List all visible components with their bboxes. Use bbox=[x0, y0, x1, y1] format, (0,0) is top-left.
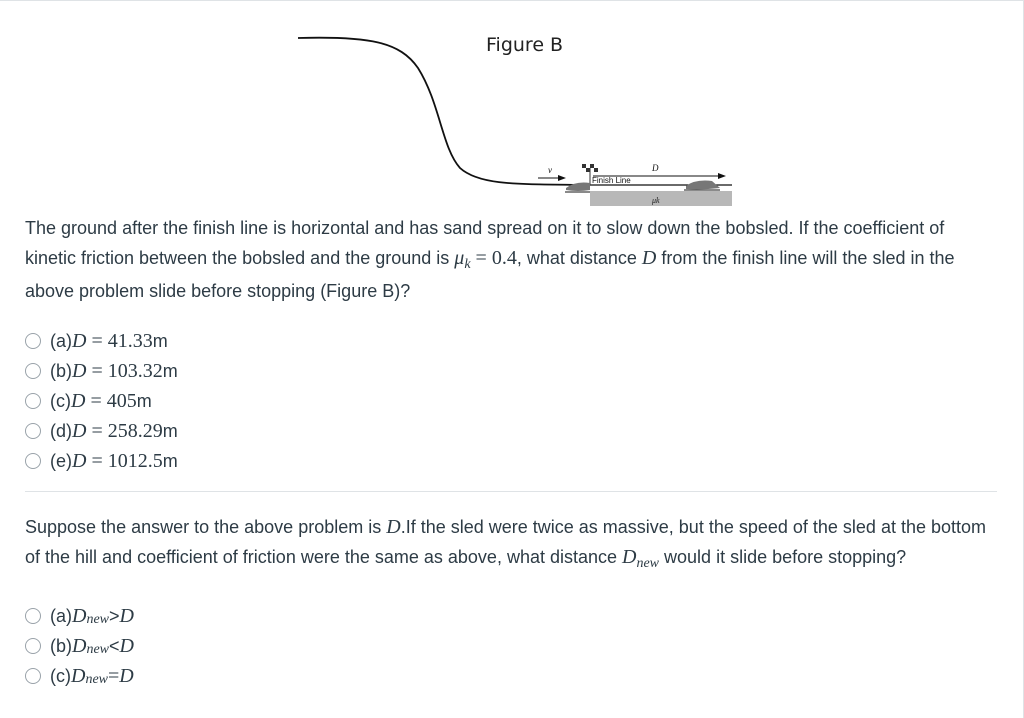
mu-k-label: μk bbox=[652, 196, 660, 205]
option-value: = 1012.5 bbox=[86, 449, 163, 472]
v-label: v bbox=[548, 165, 552, 175]
question1-text-part1: The ground after the finish line is horizontal and has sand spread on it to slow down the bobsled. If the coefficient of kinetic friction between the bobsled and the ground is bbox=[25, 218, 945, 268]
option-operator: = bbox=[108, 664, 120, 687]
option-label: (d) bbox=[50, 420, 72, 441]
figure-title: Figure B bbox=[486, 34, 564, 56]
option-rhs: D bbox=[119, 664, 134, 687]
question1-text bbox=[25, 213, 1000, 306]
option-subscript: new bbox=[86, 642, 110, 657]
radio-button[interactable] bbox=[25, 638, 41, 654]
question2-option-c[interactable] bbox=[25, 661, 134, 691]
question-divider bbox=[25, 491, 997, 492]
option-label: (a) bbox=[50, 605, 72, 626]
option-label: (b) bbox=[50, 360, 72, 381]
option-var: D bbox=[72, 634, 87, 657]
option-unit: m bbox=[162, 360, 178, 381]
option-value: = 258.29 bbox=[86, 419, 163, 442]
var-d: D bbox=[386, 516, 401, 538]
option-value: = 41.33 bbox=[86, 329, 153, 352]
option-unit: m bbox=[162, 420, 178, 441]
option-value: = 103.32 bbox=[86, 359, 163, 382]
question1-option-d[interactable] bbox=[25, 416, 178, 446]
radio-button[interactable] bbox=[25, 363, 41, 379]
option-var: D bbox=[71, 664, 86, 687]
radio-button[interactable] bbox=[25, 608, 41, 624]
question2-text-part3: would it slide before stopping? bbox=[659, 547, 907, 567]
question1-text-part2: , what distance bbox=[516, 248, 642, 268]
radio-button[interactable] bbox=[25, 423, 41, 439]
question2-option-a[interactable] bbox=[25, 601, 134, 631]
option-label: (b) bbox=[50, 635, 72, 656]
radio-button[interactable] bbox=[25, 393, 41, 409]
d-label: D bbox=[652, 163, 659, 173]
question2-option-b[interactable] bbox=[25, 631, 134, 661]
question1-option-e[interactable] bbox=[25, 446, 178, 476]
option-var: D bbox=[72, 419, 87, 442]
hill-diagram bbox=[290, 28, 740, 213]
option-label: (a) bbox=[50, 330, 72, 351]
mu-subscript: k bbox=[464, 257, 471, 272]
question1-option-c[interactable] bbox=[25, 386, 178, 416]
var-dnew-subscript: new bbox=[636, 556, 660, 571]
option-subscript: new bbox=[85, 672, 109, 687]
figure-b bbox=[290, 28, 740, 213]
option-unit: m bbox=[152, 330, 168, 351]
option-rhs: D bbox=[119, 634, 134, 657]
bobsled-icon-end bbox=[684, 181, 720, 190]
var-dnew: D bbox=[622, 546, 637, 568]
question2-options bbox=[25, 601, 134, 691]
question1-option-a[interactable] bbox=[25, 326, 178, 356]
radio-button[interactable] bbox=[25, 453, 41, 469]
option-unit: m bbox=[136, 390, 152, 411]
question2-text bbox=[25, 512, 1000, 575]
question2-text-part1: Suppose the answer to the above problem is bbox=[25, 517, 387, 537]
option-var: D bbox=[72, 359, 87, 382]
option-rhs: D bbox=[119, 604, 134, 627]
question1-text-part3: from the finish line will the sled in the above problem slide before stopping (Figure B)? bbox=[25, 248, 955, 301]
option-label: (c) bbox=[50, 390, 71, 411]
option-var: D bbox=[71, 389, 86, 412]
option-var: D bbox=[72, 329, 87, 352]
hill-curve bbox=[298, 38, 590, 185]
option-operator: > bbox=[109, 605, 120, 626]
top-border bbox=[0, 0, 1024, 1]
option-subscript: new bbox=[86, 612, 110, 627]
var-d: D bbox=[641, 247, 657, 269]
finish-line-label: Finish Line bbox=[592, 176, 631, 185]
mu-value: = 0.4 bbox=[470, 247, 517, 269]
question1-options bbox=[25, 326, 178, 476]
sand-strip bbox=[590, 191, 732, 206]
option-label: (e) bbox=[50, 450, 72, 471]
option-var: D bbox=[72, 449, 87, 472]
question2-text-part2: .If the sled were twice as massive, but the speed of the sled at the bottom of the hill and coefficient of friction were the same as above, what distance bbox=[25, 517, 987, 567]
mu-symbol: μ bbox=[454, 247, 465, 269]
radio-button[interactable] bbox=[25, 668, 41, 684]
question1-option-b[interactable] bbox=[25, 356, 178, 386]
radio-button[interactable] bbox=[25, 333, 41, 349]
option-var: D bbox=[72, 604, 87, 627]
option-value: = 405 bbox=[85, 389, 137, 412]
option-label: (c) bbox=[50, 665, 71, 686]
option-operator: < bbox=[109, 635, 120, 656]
option-unit: m bbox=[162, 450, 178, 471]
